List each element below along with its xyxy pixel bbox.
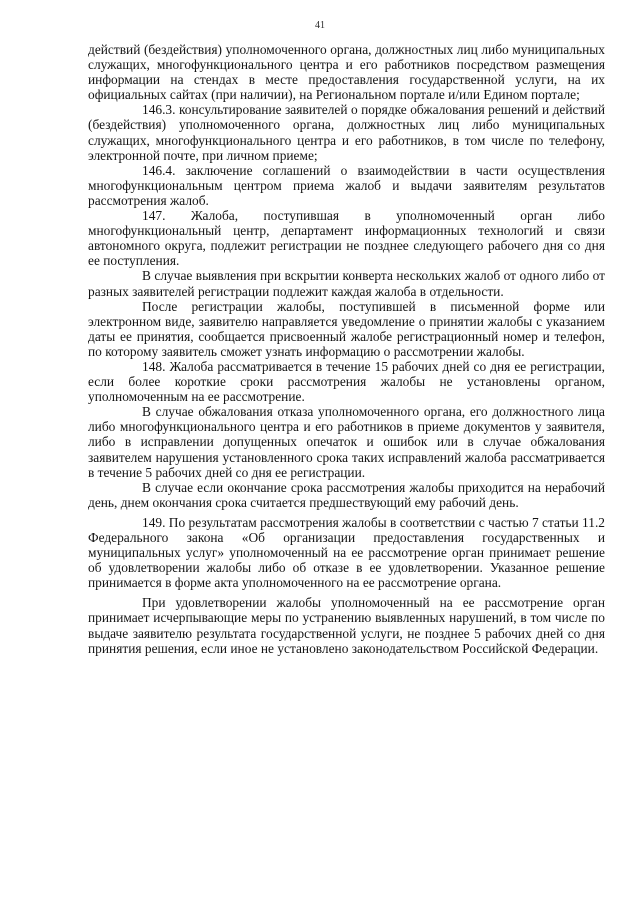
paragraph-147: 147. Жалоба, поступившая в уполномоченный орган либо многофункциональный центр, департамент информационных технологий и связи автономного округа, подлежит регистрации не позднее следующего рабочего дня со дня ее поступления. [88,208,605,269]
paragraph-147-notification: После регистрации жалобы, поступившей в письменной форме или электронном виде, заявителю направляется уведомление о принятии жалобы с указанием даты ее принятия, сообщается присвоенный жалобе регистрационный номер и телефон, по которому заявитель сможет узнать информацию о рассмотрении жалобы. [88,298,605,359]
paragraph-146-3: 146.3. консультирование заявителей о порядке обжалования решений и действий (бездействия) уполномоченного органа, должностных лиц либо муниципальных служащих, многофункционального центра и его работников, в том числе по телефону, электронной почте, при личном приеме; [88,102,605,163]
paragraph-148: 148. Жалоба рассматривается в течение 15 рабочих дней со дня ее регистрации, если более короткие сроки рассмотрения жалобы не установлены органом, уполномоченным на ее рассмотрение. [88,358,605,405]
paragraph-148-nonworking-day: В случае если окончание срока рассмотрения жалобы приходится на нерабочий день, днем окончания срока считается предшествующий ему рабочий день. [88,479,605,510]
paragraph-continuation: действий (бездействия) уполномоченного органа, должностных лиц либо муниципальных служащих, многофункционального центра и его работников посредством размещения информации на стендах в месте предоставления государственной услуги, на их официальных сайтах (при наличии), на Региональном портале и/или Едином портале; [88,42,605,103]
paragraph-149: 149. По результатам рассмотрения жалобы в соответствии с частью 7 статьи 11.2 Федерального закона «Об организации предоставления государственных и муниципальных услуг» уполномоченный на ее рассмотрение орган принимает решение об удовлетворении жалобы либо об отказе в ее удовлетворении. Указанное решение принимается в форме акта уполномоченного на ее рассмотрение органа. [88,514,605,591]
paragraph-148-refusal: В случае обжалования отказа уполномоченного органа, его должностного лица либо многофункционального центра и его работников в приеме документов у заявителя, либо в исправлении допущенных опечаток и ошибок или в случае обжалования заявителем нарушения установленного срока таких исправлений жалоба рассматривается в течение 5 рабочих дней со дня ее регистрации. [88,404,605,480]
paragraph-146-4: 146.4. заключение соглашений о взаимодействии в части осуществления многофункциональным центром приема жалоб и выдачи заявителям результатов рассмотрения жалоб. [88,162,605,208]
page-number: 41 [315,20,325,31]
paragraph-149-satisfaction: При удовлетворении жалобы уполномоченный на ее рассмотрение орган принимает исчерпывающие меры по устранению выявленных нарушений, в том числе по выдаче заявителю результата государственной услуги, не позднее 5 рабочих дней со дня принятия решения, если иное не установлено законодательством Российской Федерации. [88,595,605,656]
paragraph-147-envelope: В случае выявления при вскрытии конверта нескольких жалоб от одного либо от разных заявителей регистрации подлежит каждая жалоба в отдельности. [88,268,605,299]
document-body [88,42,605,656]
